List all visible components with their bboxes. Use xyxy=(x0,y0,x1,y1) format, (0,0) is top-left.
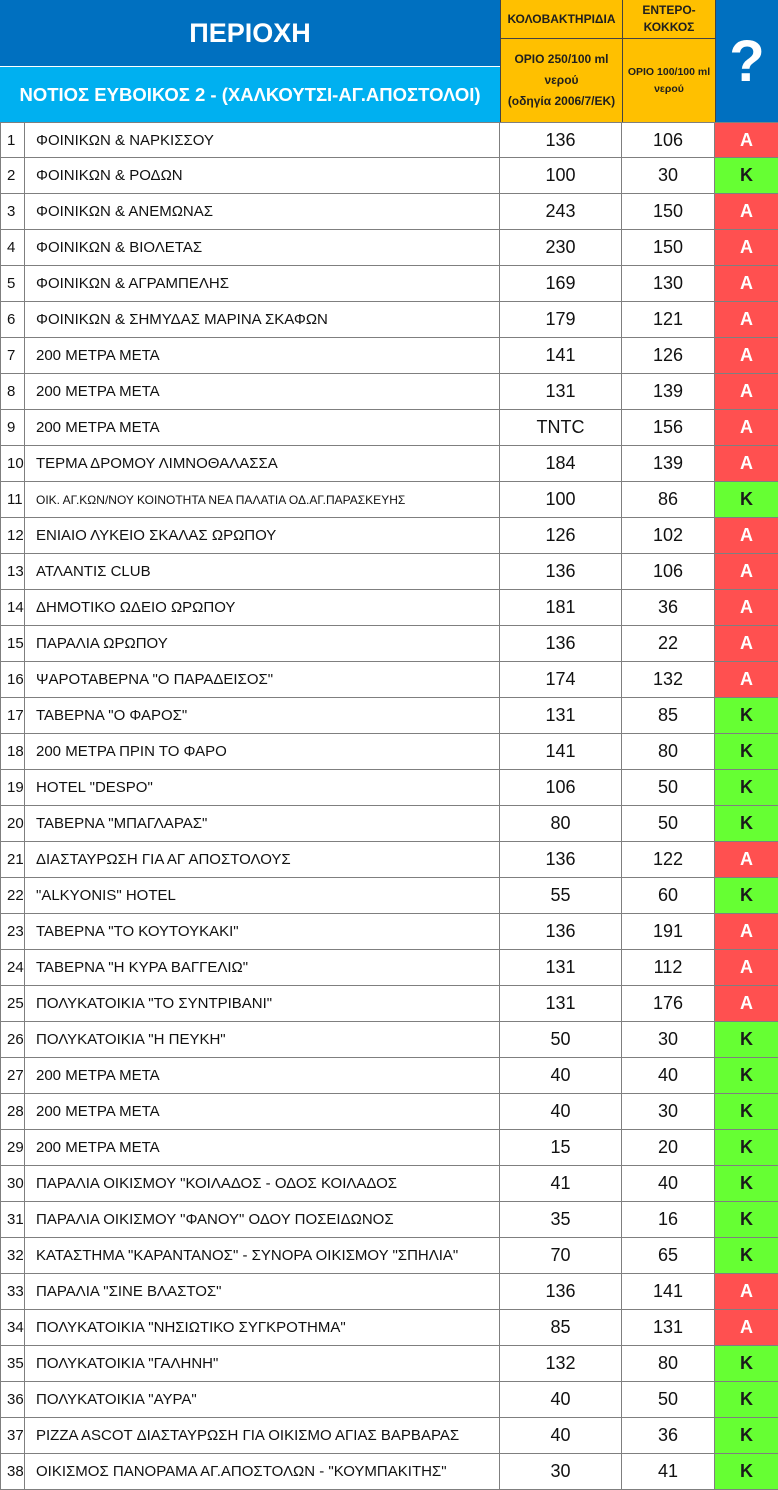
table-row xyxy=(0,770,778,806)
table-row xyxy=(0,158,778,194)
table-row xyxy=(0,734,778,770)
row-number: 9 xyxy=(0,410,25,445)
status-badge: Κ xyxy=(715,1058,778,1093)
status-badge: Κ xyxy=(715,806,778,841)
location-cell: 200 ΜΕΤΡΑ ΜΕΤΑ xyxy=(25,1094,500,1129)
enterococcus-value: 80 xyxy=(622,1346,715,1381)
location-cell: ΟΙΚΙΣΜΟΣ ΠΑΝΟΡΑΜΑ ΑΓ.ΑΠΟΣΤΟΛΩΝ - "ΚΟΥΜΠΑΚΙΤΗΣ" xyxy=(25,1454,500,1489)
status-badge: Κ xyxy=(715,698,778,733)
row-number: 13 xyxy=(0,554,25,589)
status-badge: Α xyxy=(715,266,778,301)
row-number: 29 xyxy=(0,1130,25,1165)
coliform-value: 40 xyxy=(500,1382,622,1417)
coliform-value: 131 xyxy=(500,950,622,985)
row-number: 23 xyxy=(0,914,25,949)
enterococcus-value: 106 xyxy=(622,554,715,589)
status-badge: Α xyxy=(715,302,778,337)
status-badge: Κ xyxy=(715,734,778,769)
enterococcus-value: 86 xyxy=(622,482,715,517)
coliform-value: 141 xyxy=(500,338,622,373)
status-badge: Κ xyxy=(715,1346,778,1381)
coliform-value: 136 xyxy=(500,554,622,589)
row-number: 15 xyxy=(0,626,25,661)
status-badge: Α xyxy=(715,123,778,157)
enterococcus-value: 106 xyxy=(622,123,715,157)
row-number: 1 xyxy=(0,123,25,157)
coliform-value: 132 xyxy=(500,1346,622,1381)
table-row xyxy=(0,878,778,914)
status-badge: Α xyxy=(715,374,778,409)
status-badge: Α xyxy=(715,338,778,373)
status-badge: Κ xyxy=(715,1130,778,1165)
table-row xyxy=(0,590,778,626)
row-number: 10 xyxy=(0,446,25,481)
table-row xyxy=(0,446,778,482)
location-cell: ΠΟΛΥΚΑΤΟΙΚΙΑ "Η ΠΕΥΚΗ" xyxy=(25,1022,500,1057)
table-row xyxy=(0,1418,778,1454)
enterococcus-value: 65 xyxy=(622,1238,715,1273)
enterococcus-value: 60 xyxy=(622,878,715,913)
coliform-value: 141 xyxy=(500,734,622,769)
row-number: 22 xyxy=(0,878,25,913)
coliform-value: 136 xyxy=(500,842,622,877)
status-badge: Κ xyxy=(715,1418,778,1453)
status-badge: Κ xyxy=(715,1202,778,1237)
enterococcus-value: 36 xyxy=(622,1418,715,1453)
location-cell: 200 ΜΕΤΡΑ ΜΕΤΑ xyxy=(25,1058,500,1093)
coliform-value: 131 xyxy=(500,698,622,733)
location-cell: 200 ΜΕΤΡΑ ΜΕΤΑ xyxy=(25,410,500,445)
row-number: 25 xyxy=(0,986,25,1021)
enterococcus-value: 121 xyxy=(622,302,715,337)
coliform-value: 169 xyxy=(500,266,622,301)
table-row xyxy=(0,1382,778,1418)
location-cell: ΠΑΡΑΛΙΑ ΟΙΚΙΣΜΟΥ "ΚΟΙΛΑΔΟΣ - ΟΔΟΣ ΚΟΙΛΑΔΟΣ xyxy=(25,1166,500,1201)
location-cell: ΦΟΙΝΙΚΩΝ & ΑΝΕΜΩΝΑΣ xyxy=(25,194,500,229)
location-cell: ΤΑΒΕΡΝΑ "ΤΟ ΚΟΥΤΟΥΚΑΚΙ" xyxy=(25,914,500,949)
row-number: 20 xyxy=(0,806,25,841)
location-cell: ΦΟΙΝΙΚΩΝ & ΝΑΡΚΙΣΣΟΥ xyxy=(25,123,500,157)
row-number: 11 xyxy=(0,482,25,517)
status-badge: Κ xyxy=(715,158,778,193)
coliform-value: 126 xyxy=(500,518,622,553)
location-cell: 200 ΜΕΤΡΑ ΜΕΤΑ xyxy=(25,374,500,409)
row-number: 30 xyxy=(0,1166,25,1201)
status-badge: Α xyxy=(715,446,778,481)
location-cell: ΟΙΚ. ΑΓ.ΚΩΝ/ΝΟΥ ΚΟΙΝΟΤΗΤΑ ΝΕΑ ΠΑΛΑΤΙΑ ΟΔ.ΑΓ.ΠΑΡΑΣΚΕΥΗΣ xyxy=(25,482,500,517)
location-cell: ΠΟΛΥΚΑΤΟΙΚΙΑ "ΓΑΛΗΝΗ" xyxy=(25,1346,500,1381)
region-header: ΝΟΤΙΟΣ ΕΥΒΟΙΚΟΣ 2 - (ΧΑΛΚΟΥΤΣΙ-ΑΓ.ΑΠΟΣΤΟΛΟΙ) xyxy=(0,66,500,122)
table-row xyxy=(0,554,778,590)
coliform-value: 136 xyxy=(500,1274,622,1309)
table-row xyxy=(0,410,778,446)
status-badge: Α xyxy=(715,518,778,553)
location-cell: ΤΑΒΕΡΝΑ "Ο ΦΑΡΟΣ" xyxy=(25,698,500,733)
table-row xyxy=(0,1454,778,1490)
table-row xyxy=(0,986,778,1022)
coliform-value: 136 xyxy=(500,626,622,661)
status-badge: Α xyxy=(715,194,778,229)
enterococcus-value: 130 xyxy=(622,266,715,301)
row-number: 16 xyxy=(0,662,25,697)
coliform-value: 35 xyxy=(500,1202,622,1237)
coliform-value: 100 xyxy=(500,482,622,517)
coliform-value: 179 xyxy=(500,302,622,337)
row-number: 18 xyxy=(0,734,25,769)
table-row xyxy=(0,698,778,734)
enterococcus-value: 30 xyxy=(622,158,715,193)
status-badge: Α xyxy=(715,230,778,265)
enterococcus-limit-header: ΟΡΙΟ 100/100 ml νερού xyxy=(622,38,715,122)
enterococcus-value: 36 xyxy=(622,590,715,625)
coliform-value: 85 xyxy=(500,1310,622,1345)
row-number: 5 xyxy=(0,266,25,301)
row-number: 8 xyxy=(0,374,25,409)
location-cell: 200 ΜΕΤΡΑ ΜΕΤΑ xyxy=(25,1130,500,1165)
table-row xyxy=(0,1274,778,1310)
row-number: 7 xyxy=(0,338,25,373)
enterococcus-value: 156 xyxy=(622,410,715,445)
table-row xyxy=(0,518,778,554)
status-badge: Κ xyxy=(715,1166,778,1201)
table-row xyxy=(0,842,778,878)
coliform-value: 184 xyxy=(500,446,622,481)
location-cell: ΦΟΙΝΙΚΩΝ & ΡΟΔΩΝ xyxy=(25,158,500,193)
status-badge: Α xyxy=(715,410,778,445)
coliform-value: 181 xyxy=(500,590,622,625)
location-cell: ΦΟΙΝΙΚΩΝ & ΒΙΟΛΕΤΑΣ xyxy=(25,230,500,265)
coliform-value: 106 xyxy=(500,770,622,805)
row-number: 3 xyxy=(0,194,25,229)
coliform-limit-header: ΟΡΙΟ 250/100 ml νερού (οδηγία 2006/7/ΕΚ) xyxy=(500,38,622,122)
table-row xyxy=(0,1130,778,1166)
status-badge: Α xyxy=(715,842,778,877)
location-cell: HOTEL "DESPO" xyxy=(25,770,500,805)
enterococcus-value: 80 xyxy=(622,734,715,769)
status-badge: Κ xyxy=(715,1454,778,1489)
coliform-value: 15 xyxy=(500,1130,622,1165)
enterococcus-value: 50 xyxy=(622,1382,715,1417)
row-number: 19 xyxy=(0,770,25,805)
coliform-value: TNTC xyxy=(500,410,622,445)
enterococcus-value: 41 xyxy=(622,1454,715,1489)
status-column-header: ? xyxy=(715,0,778,122)
row-number: 4 xyxy=(0,230,25,265)
status-badge: Κ xyxy=(715,1094,778,1129)
enterococcus-value: 50 xyxy=(622,770,715,805)
enterococcus-value: 191 xyxy=(622,914,715,949)
enterococcus-value: 16 xyxy=(622,1202,715,1237)
location-cell: ΑΤΛΑΝΤΙΣ CLUB xyxy=(25,554,500,589)
location-cell: 200 ΜΕΤΡΑ ΜΕΤΑ xyxy=(25,338,500,373)
status-badge: Α xyxy=(715,554,778,589)
table-row xyxy=(0,626,778,662)
table-row xyxy=(0,230,778,266)
location-cell: ΠΑΡΑΛΙΑ "ΣΙΝΕ ΒΛΑΣΤΟΣ" xyxy=(25,1274,500,1309)
location-cell: ΚΑΤΑΣΤΗΜΑ "ΚΑΡΑΝΤΑΝΟΣ" - ΣΥΝΟΡΑ ΟΙΚΙΣΜΟΥ "ΣΠΗΛΙΑ" xyxy=(25,1238,500,1273)
table-row xyxy=(0,1346,778,1382)
status-badge: Α xyxy=(715,590,778,625)
enterococcus-value: 20 xyxy=(622,1130,715,1165)
enterococcus-value: 150 xyxy=(622,230,715,265)
enterococcus-value: 22 xyxy=(622,626,715,661)
location-cell: ΦΟΙΝΙΚΩΝ & ΑΓΡΑΜΠΕΛΗΣ xyxy=(25,266,500,301)
enterococcus-value: 40 xyxy=(622,1166,715,1201)
table-row xyxy=(0,1238,778,1274)
status-badge: Α xyxy=(715,1310,778,1345)
row-number: 28 xyxy=(0,1094,25,1129)
coliform-value: 30 xyxy=(500,1454,622,1489)
table-row xyxy=(0,1202,778,1238)
location-cell: ΤΕΡΜΑ ΔΡΟΜΟΥ ΛΙΜΝΟΘΑΛΑΣΣΑ xyxy=(25,446,500,481)
coliform-value: 70 xyxy=(500,1238,622,1273)
table-row xyxy=(0,1022,778,1058)
coliform-value: 136 xyxy=(500,914,622,949)
row-number: 12 xyxy=(0,518,25,553)
enterococcus-value: 85 xyxy=(622,698,715,733)
coliform-value: 136 xyxy=(500,123,622,157)
table-row xyxy=(0,662,778,698)
enterococcus-value: 132 xyxy=(622,662,715,697)
coliform-value: 131 xyxy=(500,986,622,1021)
status-badge: Α xyxy=(715,986,778,1021)
status-badge: Α xyxy=(715,662,778,697)
location-cell: "ALKYONIS" HOTEL xyxy=(25,878,500,913)
table-row xyxy=(0,1310,778,1346)
table-row xyxy=(0,122,778,158)
enterococcus-value: 131 xyxy=(622,1310,715,1345)
row-number: 34 xyxy=(0,1310,25,1345)
results-table xyxy=(0,122,778,1490)
row-number: 26 xyxy=(0,1022,25,1057)
coliform-value: 40 xyxy=(500,1418,622,1453)
coliform-value: 50 xyxy=(500,1022,622,1057)
location-cell: ΦΟΙΝΙΚΩΝ & ΣΗΜΥΔΑΣ ΜΑΡΙΝΑ ΣΚΑΦΩΝ xyxy=(25,302,500,337)
row-number: 32 xyxy=(0,1238,25,1273)
coliform-value: 174 xyxy=(500,662,622,697)
status-badge: Κ xyxy=(715,482,778,517)
location-cell: ΕΝΙΑΙΟ ΛΥΚΕΙΟ ΣΚΑΛΑΣ ΩΡΩΠΟΥ xyxy=(25,518,500,553)
location-cell: 200 ΜΕΤΡΑ ΠΡΙΝ ΤΟ ΦΑΡΟ xyxy=(25,734,500,769)
status-badge: Κ xyxy=(715,1238,778,1273)
table-row xyxy=(0,302,778,338)
enterococcus-value: 102 xyxy=(622,518,715,553)
table-row xyxy=(0,266,778,302)
row-number: 6 xyxy=(0,302,25,337)
enterococcus-value: 50 xyxy=(622,806,715,841)
row-number: 21 xyxy=(0,842,25,877)
enterococcus-value: 126 xyxy=(622,338,715,373)
table-row xyxy=(0,1058,778,1094)
status-badge: Α xyxy=(715,914,778,949)
coliform-value: 100 xyxy=(500,158,622,193)
status-badge: Α xyxy=(715,626,778,661)
table-row xyxy=(0,194,778,230)
status-badge: Κ xyxy=(715,770,778,805)
table-row xyxy=(0,1166,778,1202)
row-number: 37 xyxy=(0,1418,25,1453)
coliform-column-header: ΚΟΛΟΒΑΚΤΗΡΙΔΙΑ xyxy=(500,0,622,38)
row-number: 36 xyxy=(0,1382,25,1417)
row-number: 14 xyxy=(0,590,25,625)
row-number: 38 xyxy=(0,1454,25,1489)
location-cell: ΔΗΜΟΤΙΚΟ ΩΔΕΙΟ ΩΡΩΠΟΥ xyxy=(25,590,500,625)
enterococcus-column-header: ΕΝΤΕΡΟ- ΚΟΚΚΟΣ xyxy=(622,0,715,38)
location-cell: ΠΑΡΑΛΙΑ ΩΡΩΠΟΥ xyxy=(25,626,500,661)
location-cell: PIZZA ASCOT ΔΙΑΣΤΑΥΡΩΣΗ ΓΙΑ ΟΙΚΙΣΜΟ ΑΓΙΑΣ ΒΑΡΒΑΡΑΣ xyxy=(25,1418,500,1453)
row-number: 17 xyxy=(0,698,25,733)
location-cell: ΠΟΛΥΚΑΤΟΙΚΙΑ "ΑΥΡΑ" xyxy=(25,1382,500,1417)
enterococcus-value: 150 xyxy=(622,194,715,229)
coliform-value: 40 xyxy=(500,1058,622,1093)
row-number: 27 xyxy=(0,1058,25,1093)
table-row xyxy=(0,338,778,374)
status-badge: Κ xyxy=(715,878,778,913)
enterococcus-value: 112 xyxy=(622,950,715,985)
row-number: 31 xyxy=(0,1202,25,1237)
area-header: ΠΕΡΙΟΧΗ xyxy=(0,0,500,66)
coliform-value: 40 xyxy=(500,1094,622,1129)
location-cell: ΠΟΛΥΚΑΤΟΙΚΙΑ "ΤΟ ΣΥΝΤΡΙΒΑΝΙ" xyxy=(25,986,500,1021)
enterococcus-value: 122 xyxy=(622,842,715,877)
enterococcus-value: 40 xyxy=(622,1058,715,1093)
row-number: 33 xyxy=(0,1274,25,1309)
table-row xyxy=(0,374,778,410)
coliform-value: 230 xyxy=(500,230,622,265)
location-cell: ΨΑΡΟΤΑΒΕΡΝΑ "Ο ΠΑΡΑΔΕΙΣΟΣ" xyxy=(25,662,500,697)
coliform-value: 55 xyxy=(500,878,622,913)
row-number: 35 xyxy=(0,1346,25,1381)
coliform-value: 243 xyxy=(500,194,622,229)
status-badge: Α xyxy=(715,950,778,985)
enterococcus-value: 139 xyxy=(622,374,715,409)
table-row xyxy=(0,914,778,950)
enterococcus-value: 30 xyxy=(622,1022,715,1057)
coliform-value: 41 xyxy=(500,1166,622,1201)
status-badge: Α xyxy=(715,1274,778,1309)
location-cell: ΠΟΛΥΚΑΤΟΙΚΙΑ "ΝΗΣΙΩΤΙΚΟ ΣΥΓΚΡΟΤΗΜΑ" xyxy=(25,1310,500,1345)
location-cell: ΠΑΡΑΛΙΑ ΟΙΚΙΣΜΟΥ "ΦΑΝΟΥ" ΟΔΟΥ ΠΟΣΕΙΔΩΝΟΣ xyxy=(25,1202,500,1237)
enterococcus-value: 30 xyxy=(622,1094,715,1129)
coliform-value: 80 xyxy=(500,806,622,841)
enterococcus-value: 141 xyxy=(622,1274,715,1309)
location-cell: ΤΑΒΕΡΝΑ "Η ΚΥΡΑ ΒΑΓΓΕΛΙΩ" xyxy=(25,950,500,985)
enterococcus-value: 139 xyxy=(622,446,715,481)
row-number: 2 xyxy=(0,158,25,193)
coliform-value: 131 xyxy=(500,374,622,409)
status-badge: Κ xyxy=(715,1022,778,1057)
row-number: 24 xyxy=(0,950,25,985)
table-row xyxy=(0,1094,778,1130)
enterococcus-value: 176 xyxy=(622,986,715,1021)
location-cell: ΤΑΒΕΡΝΑ "ΜΠΑΓΛΑΡΑΣ" xyxy=(25,806,500,841)
table-row xyxy=(0,806,778,842)
table-row xyxy=(0,482,778,518)
status-badge: Κ xyxy=(715,1382,778,1417)
table-row xyxy=(0,950,778,986)
location-cell: ΔΙΑΣΤΑΥΡΩΣΗ ΓΙΑ ΑΓ ΑΠΟΣΤΟΛΟΥΣ xyxy=(25,842,500,877)
